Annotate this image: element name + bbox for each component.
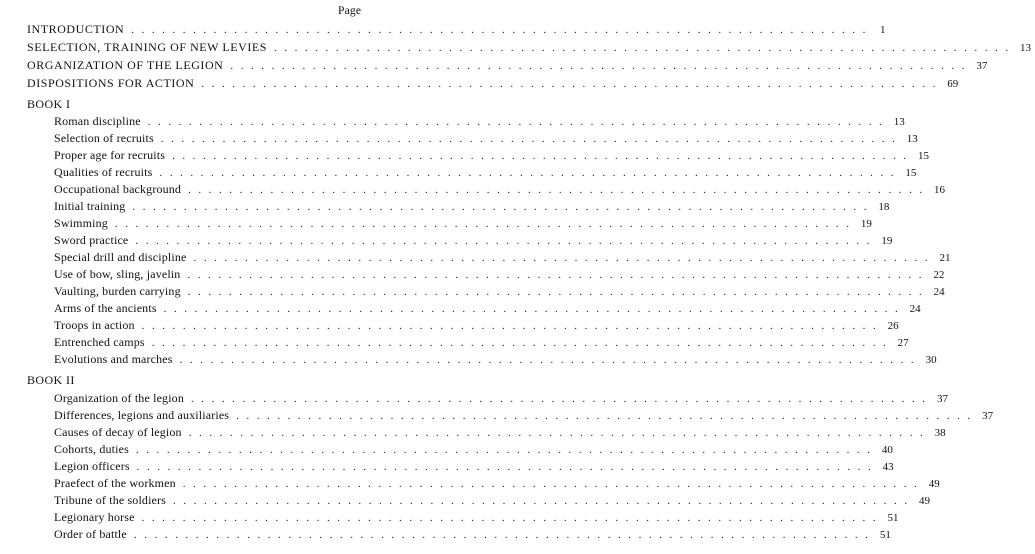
toc-entry (54, 199, 890, 215)
toc-entry-page: 38 (934, 427, 946, 439)
toc-entry (27, 58, 988, 74)
page-column-label: Page (338, 5, 362, 17)
toc-entry (54, 233, 893, 249)
dot-leader: . . . . . . . . . . . . . . . . . . . . . . . . . . . . . . . . . . . . . . . . . . . . . . . . . . . . . . . . . . . . . . . . . . . . . . . . (188, 427, 926, 439)
toc-entry (54, 425, 946, 441)
toc-entry (54, 510, 899, 526)
toc-entry (54, 250, 951, 266)
toc-entry-page: 16 (934, 184, 946, 196)
toc-entry-title: Cohorts, duties (54, 442, 129, 456)
dot-leader: . . . . . . . . . . . . . . . . . . . . . . . . . . . . . . . . . . . . . . . . . . . . . . . . . . . . . . . . . . . . . . . . . . . . . . . . (236, 410, 973, 422)
toc-entry-title: Order of battle (54, 527, 127, 541)
toc-entry (54, 391, 948, 407)
toc-entry-title: Sword practice (54, 233, 129, 247)
toc-entry (54, 216, 872, 232)
toc-entry-title: Selection of recruits (54, 131, 154, 145)
toc-entry-page: 51 (879, 529, 891, 541)
toc-entry-page: 49 (918, 495, 930, 507)
toc-entry-title: Organization of the legion (54, 391, 184, 405)
dot-leader: . . . . . . . . . . . . . . . . . . . . . . . . . . . . . . . . . . . . . . . . . . . . . . . . . . . . . . . . . . . . . . . . . . . . . . . . (193, 252, 930, 264)
toc-entry-title: Entrenched camps (54, 335, 145, 349)
toc-entry-page: 69 (947, 78, 959, 90)
dot-leader: . . . . . . . . . . . . . . . . . . . . . . . . . . . . . . . . . . . . . . . . . . . . . . . . . . . . . . . . . . . . . . . . . . . . . . . . (160, 133, 898, 145)
dot-leader: . . . . . . . . . . . . . . . . . . . . . . . . . . . . . . . . . . . . . . . . . . . . . . . . . . . . . . . . . . . . . . . . . . . . . . . . (132, 201, 869, 213)
toc-entry-page: 51 (887, 512, 899, 524)
toc-entry-page: 37 (976, 60, 988, 72)
toc-entry-page: 15 (905, 167, 917, 179)
dot-leader: . . . . . . . . . . . . . . . . . . . . . . . . . . . . . . . . . . . . . . . . . . . . . . . . . . . . . . . . . . . . . . . . . . . . . . . . (172, 150, 909, 162)
toc-entry-title: Tribune of the soldiers (54, 493, 167, 507)
dot-leader: . . . . . . . . . . . . . . . . . . . . . . . . . . . . . . . . . . . . . . . . . . . . . . . . . . . . . . . . . . . . . . . . . . . . . . . . (135, 235, 872, 247)
toc-entry (54, 182, 946, 198)
toc-entry (54, 527, 891, 543)
toc-entry (54, 301, 921, 317)
toc-entry (54, 148, 930, 164)
toc-entry-page: 18 (878, 201, 890, 213)
toc-entry (54, 318, 899, 334)
toc-entry-title: Proper age for recruits (54, 148, 166, 162)
dot-leader: . . . . . . . . . . . . . . . . . . . . . . . . . . . . . . . . . . . . . . . . . . . . . . . . . . . . . . . . . . . . . . . . . . . . . . . . (133, 529, 871, 541)
toc-entry (27, 40, 1031, 56)
toc-entry (54, 442, 893, 458)
toc-entry-title: Legion officers (54, 459, 130, 473)
toc-entry-page: 15 (918, 150, 930, 162)
toc-entry-title: INTRODUCTION (27, 22, 125, 36)
dot-leader: . . . . . . . . . . . . . . . . . . . . . . . . . . . . . . . . . . . . . . . . . . . . . . . . . . . . . . . . . . . . . . . . . . . . . . . . (151, 337, 889, 349)
dot-leader: . . . . . . . . . . . . . . . . . . . . . . . . . . . . . . . . . . . . . . . . . . . . . . . . . . . . . . . . . . . . . . . . . . . . . . . . (141, 512, 879, 524)
dot-leader: . . . . . . . . . . . . . . . . . . . . . . . . . . . . . . . . . . . . . . . . . . . . . . . . . . . . . . . . . . . . . . . . . . . . . . . . (182, 478, 920, 490)
toc-entry-title: Evolutions and marches (54, 352, 173, 366)
toc-entry (54, 131, 918, 147)
toc-entry-title: Qualities of recruits (54, 165, 153, 179)
toc-entry-page: 19 (860, 218, 872, 230)
toc-entry-page: 13 (1019, 42, 1031, 54)
toc-entry-title: Roman discipline (54, 114, 141, 128)
toc-entry-page: 26 (887, 320, 899, 332)
dot-leader: . . . . . . . . . . . . . . . . . . . . . . . . . . . . . . . . . . . . . . . . . . . . . . . . . . . . . . . . . . . . . . . . . . . . . . . . (141, 320, 879, 332)
toc-entry (54, 284, 945, 300)
toc-entry-page: 43 (882, 461, 894, 473)
toc-entry (54, 459, 894, 475)
book-one-heading: BOOK I (27, 97, 71, 111)
toc-entry (54, 114, 905, 130)
toc-entry-title: Use of bow, sling, javelin (54, 267, 181, 281)
toc-entry (54, 352, 937, 368)
toc-entry (54, 165, 917, 181)
toc-entry-title: Legionary horse (54, 510, 135, 524)
toc-entry-page: 37 (936, 393, 948, 405)
toc-entry-title: Praefect of the workmen (54, 476, 176, 490)
toc-entry-page: 21 (939, 252, 951, 264)
toc-entry (54, 335, 909, 351)
toc-entry-page: 24 (909, 303, 921, 315)
toc-entry-page: 30 (925, 354, 937, 366)
dot-leader: . . . . . . . . . . . . . . . . . . . . . . . . . . . . . . . . . . . . . . . . . . . . . . . . . . . . . . . . . . . . . . . . . . . . . . . . (131, 24, 868, 36)
toc-entry (27, 76, 959, 92)
dot-leader: . . . . . . . . . . . . . . . . . . . . . . . . . . . . . . . . . . . . . . . . . . . . . . . . . . . . . . . . . . . . . . . . . . . . . . . . (230, 60, 967, 72)
dot-leader: . . . . . . . . . . . . . . . . . . . . . . . . . . . . . . . . . . . . . . . . . . . . . . . . . . . . . . . . . . . . . . . . . . . . . . . . (179, 354, 917, 366)
toc-entry (27, 22, 886, 38)
toc-entry-title: Troops in action (54, 318, 135, 332)
book-two-heading: BOOK II (27, 373, 75, 387)
dot-leader: . . . . . . . . . . . . . . . . . . . . . . . . . . . . . . . . . . . . . . . . . . . . . . . . . . . . . . . . . . . . . . . . . . . . . . . . (135, 444, 873, 456)
toc-entry-title: Differences, legions and auxiliaries (54, 408, 230, 422)
toc-entry (54, 476, 940, 492)
toc-entry (54, 493, 930, 509)
toc-entry-page: 24 (933, 286, 945, 298)
toc-entry-title: Vaulting, burden carrying (54, 284, 181, 298)
toc-entry-title: Swimming (54, 216, 108, 230)
toc-entry-page: 13 (906, 133, 918, 145)
toc-entry-page: 37 (982, 410, 994, 422)
toc-entry-title: Initial training (54, 199, 126, 213)
dot-leader: . . . . . . . . . . . . . . . . . . . . . . . . . . . . . . . . . . . . . . . . . . . . . . . . . . . . . . . . . . . . . . . . . . . . . . . . (163, 303, 901, 315)
toc-entry-page: 27 (897, 337, 909, 349)
dot-leader: . . . . . . . . . . . . . . . . . . . . . . . . . . . . . . . . . . . . . . . . . . . . . . . . . . . . . . . . . . . . . . . . . . . . . . . . (147, 116, 885, 128)
dot-leader: . . . . . . . . . . . . . . . . . . . . . . . . . . . . . . . . . . . . . . . . . . . . . . . . . . . . . . . . . . . . . . . . . . . . . . . . (190, 393, 928, 405)
toc-entry-page: 13 (893, 116, 905, 128)
dot-leader: . . . . . . . . . . . . . . . . . . . . . . . . . . . . . . . . . . . . . . . . . . . . . . . . . . . . . . . . . . . . . . . . . . . . . . . . (173, 495, 910, 507)
dot-leader: . . . . . . . . . . . . . . . . . . . . . . . . . . . . . . . . . . . . . . . . . . . . . . . . . . . . . . . . . . . . . . . . . . . . . . . . (274, 42, 1011, 54)
toc-entry-page: 1 (879, 24, 886, 36)
dot-leader: . . . . . . . . . . . . . . . . . . . . . . . . . . . . . . . . . . . . . . . . . . . . . . . . . . . . . . . . . . . . . . . . . . . . . . . . (188, 184, 925, 196)
dot-leader: . . . . . . . . . . . . . . . . . . . . . . . . . . . . . . . . . . . . . . . . . . . . . . . . . . . . . . . . . . . . . . . . . . . . . . . . (159, 167, 896, 179)
toc-entry-page: 49 (928, 478, 940, 490)
toc-entry-title: Causes of decay of legion (54, 425, 182, 439)
dot-leader: . . . . . . . . . . . . . . . . . . . . . . . . . . . . . . . . . . . . . . . . . . . . . . . . . . . . . . . . . . . . . . . . . . . . . . . . (114, 218, 852, 230)
toc-entry-title: Occupational background (54, 182, 182, 196)
dot-leader: . . . . . . . . . . . . . . . . . . . . . . . . . . . . . . . . . . . . . . . . . . . . . . . . . . . . . . . . . . . . . . . . . . . . . . . . (201, 78, 938, 90)
toc-entry-page: 19 (881, 235, 893, 247)
dot-leader: . . . . . . . . . . . . . . . . . . . . . . . . . . . . . . . . . . . . . . . . . . . . . . . . . . . . . . . . . . . . . . . . . . . . . . . . (136, 461, 874, 473)
toc-entry (54, 267, 945, 283)
toc-entry-page: 40 (881, 444, 893, 456)
dot-leader: . . . . . . . . . . . . . . . . . . . . . . . . . . . . . . . . . . . . . . . . . . . . . . . . . . . . . . . . . . . . . . . . . . . . . . . . (187, 269, 924, 281)
toc-entry-title: Arms of the ancients (54, 301, 157, 315)
toc-entry-title: SELECTION, TRAINING OF NEW LEVIES (27, 40, 268, 54)
toc-entry-page: 22 (933, 269, 945, 281)
toc-entry-title: ORGANIZATION OF THE LEGION (27, 58, 224, 72)
toc-entry-title: Special drill and discipline (54, 250, 187, 264)
dot-leader: . . . . . . . . . . . . . . . . . . . . . . . . . . . . . . . . . . . . . . . . . . . . . . . . . . . . . . . . . . . . . . . . . . . . . . . . (187, 286, 925, 298)
toc-entry-title: DISPOSITIONS FOR ACTION (27, 76, 195, 90)
toc-entry (54, 408, 994, 424)
